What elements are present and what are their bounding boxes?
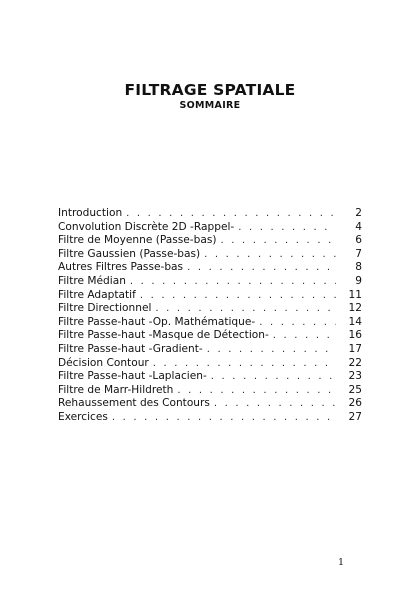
- toc-entry-page: 16: [348, 329, 362, 342]
- toc-entry[interactable]: [58, 234, 362, 248]
- toc-entry[interactable]: [58, 316, 362, 330]
- toc-entry-label: Filtre Médian: [58, 274, 126, 287]
- toc-entry[interactable]: [58, 370, 362, 384]
- page-number: 1: [338, 557, 345, 568]
- toc-entry[interactable]: [58, 275, 362, 289]
- toc-entry-page: 17: [348, 342, 362, 355]
- toc-entry-page: 26: [348, 397, 362, 410]
- toc-leader-dots: [221, 234, 337, 248]
- toc-entry[interactable]: [58, 207, 362, 221]
- toc-entry-page: 12: [348, 302, 362, 315]
- toc-entry[interactable]: [58, 302, 362, 316]
- toc-entry-label: Décision Contour: [58, 356, 149, 369]
- toc-leader-dots: [187, 261, 336, 275]
- toc-entry-label: Filtre Passe-haut -Laplacien-: [58, 370, 207, 383]
- toc-leader-dots: [214, 397, 336, 411]
- toc-entry[interactable]: [58, 248, 362, 262]
- document-subtitle: SOMMAIRE: [179, 100, 241, 111]
- toc-entry-page: 23: [348, 370, 362, 383]
- toc-leader-dots: [259, 316, 336, 330]
- toc-leader-dots: [130, 275, 336, 289]
- toc-entry-label: Filtre Gaussien (Passe-bas): [58, 247, 201, 260]
- document-title: FILTRAGE SPATIALE: [124, 81, 296, 99]
- toc-leader-dots: [204, 248, 336, 262]
- toc-entry-label: Filtre de Moyenne (Passe-bas): [58, 234, 217, 247]
- table-of-contents: [58, 207, 362, 425]
- toc-entry-label: Convolution Discrète 2D -Rappel-: [58, 220, 235, 233]
- toc-entry-label: Filtre Passe-haut -Masque de Détection-: [58, 329, 269, 342]
- toc-leader-dots: [155, 302, 336, 316]
- toc-entry[interactable]: [58, 357, 362, 371]
- toc-leader-dots: [153, 357, 336, 371]
- toc-entry-label: Filtre de Marr-Hildreth: [58, 383, 174, 396]
- toc-entry-label: Exercices: [58, 410, 108, 423]
- toc-entry[interactable]: [58, 261, 362, 275]
- toc-leader-dots: [207, 343, 336, 357]
- toc-entry[interactable]: [58, 289, 362, 303]
- toc-entry-page: 25: [348, 383, 362, 396]
- toc-entry-label: Filtre Passe-haut -Op. Mathématique-: [58, 315, 256, 328]
- toc-entry-page: 4: [355, 220, 362, 233]
- toc-entry[interactable]: [58, 343, 362, 357]
- toc-leader-dots: [140, 289, 336, 303]
- toc-leader-dots: [177, 384, 336, 398]
- toc-leader-dots: [126, 207, 336, 221]
- toc-entry-page: 2: [355, 207, 362, 219]
- toc-entry[interactable]: [58, 411, 362, 425]
- toc-entry[interactable]: [58, 329, 362, 343]
- toc-entry-page: 27: [348, 410, 362, 423]
- toc-leader-dots: [273, 329, 336, 343]
- toc-leader-dots: [211, 370, 336, 384]
- toc-entry-page: 14: [348, 315, 362, 328]
- toc-entry[interactable]: [58, 384, 362, 398]
- toc-entry-label: Filtre Adaptatif: [58, 288, 136, 301]
- toc-entry-page: 9: [355, 274, 362, 287]
- toc-entry-page: 11: [348, 288, 362, 301]
- toc-entry-page: 8: [355, 261, 362, 274]
- toc-entry[interactable]: [58, 221, 362, 235]
- toc-entry-label: Filtre Directionnel: [58, 302, 152, 315]
- toc-leader-dots: [112, 411, 336, 425]
- toc-entry-page: 7: [355, 247, 362, 260]
- toc-entry-label: Autres Filtres Passe-bas: [58, 261, 184, 274]
- toc-entry[interactable]: [58, 397, 362, 411]
- toc-entry-label: Filtre Passe-haut -Gradient-: [58, 342, 203, 355]
- toc-leader-dots: [238, 221, 336, 235]
- toc-entry-label: Rehaussement des Contours: [58, 397, 210, 410]
- toc-entry-label: Introduction: [58, 207, 123, 219]
- toc-entry-page: 6: [355, 234, 362, 247]
- toc-entry-page: 22: [348, 356, 362, 369]
